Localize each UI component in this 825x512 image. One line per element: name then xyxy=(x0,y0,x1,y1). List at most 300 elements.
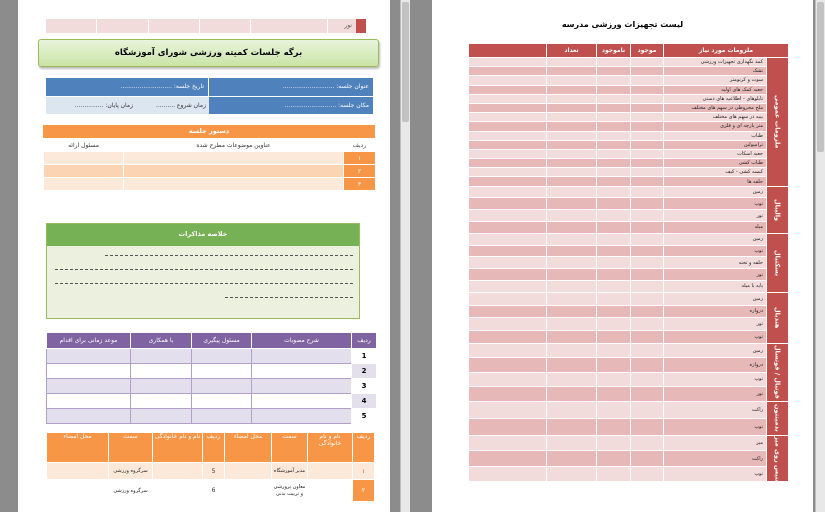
agenda-header-topics: عناوین موضوعات مطرح شده xyxy=(124,139,344,152)
equipment-cell[interactable] xyxy=(631,168,664,177)
sig-cell[interactable] xyxy=(308,463,353,480)
agenda-header-row: ردیف xyxy=(344,139,376,152)
sig-row-num: ۱ xyxy=(353,463,375,480)
equipment-cell[interactable] xyxy=(469,177,547,186)
equipment-cell[interactable] xyxy=(597,281,631,293)
equipment-cell[interactable] xyxy=(597,113,631,122)
equipment-cell[interactable] xyxy=(547,103,597,112)
equipment-cell[interactable] xyxy=(469,451,547,467)
equipment-row xyxy=(469,210,789,222)
sig-header: نام و نام خانوادگی xyxy=(153,433,203,463)
equipment-cell[interactable] xyxy=(631,94,664,103)
form-page xyxy=(18,0,390,512)
equipment-row xyxy=(469,435,789,451)
equipment-cell[interactable] xyxy=(547,387,597,401)
equipment-cell[interactable] xyxy=(469,140,547,149)
equipment-header-empty xyxy=(469,44,547,58)
equipment-cell[interactable] xyxy=(631,451,664,467)
decision-cell[interactable] xyxy=(252,349,352,364)
equipment-cell[interactable] xyxy=(469,358,547,372)
equipment-cell[interactable] xyxy=(631,58,664,67)
equipment-row xyxy=(469,122,789,131)
equipment-cell[interactable] xyxy=(631,103,664,112)
sig-header: ردیف xyxy=(203,433,225,463)
sig-cell[interactable] xyxy=(308,480,353,502)
equipment-cell[interactable] xyxy=(469,401,547,418)
equipment-cell[interactable] xyxy=(631,372,664,386)
equipment-row xyxy=(469,233,789,245)
decision-cell[interactable] xyxy=(192,409,252,424)
equipment-cell[interactable] xyxy=(547,131,597,140)
equipment-cell[interactable] xyxy=(547,58,597,67)
agenda-cell[interactable] xyxy=(44,152,124,165)
equipment-cell[interactable] xyxy=(597,94,631,103)
equipment-item-name: جعبه اسکات xyxy=(664,149,767,158)
sig-cell[interactable] xyxy=(47,480,109,502)
equipment-cell[interactable] xyxy=(597,186,631,198)
equipment-row xyxy=(469,222,789,234)
equipment-row xyxy=(469,140,789,149)
equipment-cell[interactable] xyxy=(469,331,547,344)
equipment-cell[interactable] xyxy=(547,140,597,149)
equipment-cell[interactable] xyxy=(631,331,664,344)
equipment-item-name: متر پارچه ای و فلزی xyxy=(664,122,767,131)
equipment-cell[interactable] xyxy=(469,418,547,435)
equipment-cell[interactable] xyxy=(631,401,664,418)
equipment-cell[interactable] xyxy=(547,168,597,177)
equipment-cell[interactable] xyxy=(469,372,547,386)
equipment-cell[interactable] xyxy=(631,140,664,149)
equipment-item-name: حلقه ها xyxy=(664,177,767,186)
left-scrollbar-thumb[interactable] xyxy=(402,2,409,122)
decision-row-num: 4 xyxy=(352,394,377,409)
agenda-row-num: ۲ xyxy=(344,165,376,178)
equipment-cell[interactable] xyxy=(547,198,597,210)
sig-cell[interactable] xyxy=(225,480,272,502)
signatures-table xyxy=(46,432,375,502)
equipment-row xyxy=(469,186,789,198)
agenda-cell[interactable] xyxy=(44,165,124,178)
equipment-item-name: میله xyxy=(664,222,767,234)
equipment-cell[interactable] xyxy=(597,131,631,140)
equipment-cell[interactable] xyxy=(547,305,597,318)
agenda-cell[interactable] xyxy=(124,152,344,165)
equipment-row xyxy=(469,198,789,210)
equipment-cell[interactable] xyxy=(631,466,664,482)
top-strip xyxy=(46,19,366,33)
decision-cell[interactable] xyxy=(192,379,252,394)
equipment-cell[interactable] xyxy=(469,269,547,281)
equipment-cell[interactable] xyxy=(631,435,664,451)
equipment-cell[interactable] xyxy=(547,281,597,293)
agenda-section xyxy=(43,125,375,191)
equipment-item-name: راکت xyxy=(664,401,767,418)
decision-cell[interactable] xyxy=(252,394,352,409)
equipment-header-unavailable: ناموجود xyxy=(597,44,631,58)
equipment-cell[interactable] xyxy=(547,149,597,158)
right-scrollbar[interactable] xyxy=(815,0,825,512)
equipment-cell[interactable] xyxy=(597,318,631,331)
equipment-cell[interactable] xyxy=(597,358,631,372)
decision-cell[interactable] xyxy=(131,394,192,409)
equipment-cell[interactable] xyxy=(631,177,664,186)
equipment-cell[interactable] xyxy=(631,245,664,257)
sig-role: معاون پرورشی و تربیت بدنی xyxy=(272,480,308,502)
decision-cell[interactable] xyxy=(252,364,352,379)
equipment-cell[interactable] xyxy=(631,292,664,305)
equipment-row xyxy=(469,372,789,386)
equipment-cell[interactable] xyxy=(631,418,664,435)
equipment-cell[interactable] xyxy=(547,245,597,257)
equipment-cell[interactable] xyxy=(469,222,547,234)
category-label: فوتبال / فوتسال xyxy=(767,343,789,401)
decision-cell[interactable] xyxy=(47,394,131,409)
agenda-cell[interactable] xyxy=(44,178,124,191)
equipment-cell[interactable] xyxy=(469,292,547,305)
equipment-cell[interactable] xyxy=(469,76,547,85)
equipment-header-count: تعداد xyxy=(547,44,597,58)
decision-cell[interactable] xyxy=(252,409,352,424)
equipment-cell[interactable] xyxy=(597,149,631,158)
equipment-cell[interactable] xyxy=(631,76,664,85)
equipment-cell[interactable] xyxy=(469,122,547,131)
form-title: برگه جلسات کمیته ورزشی شورای آموزشگاه xyxy=(114,48,303,58)
equipment-header-available: موجود xyxy=(631,44,664,58)
equipment-cell[interactable] xyxy=(597,292,631,305)
sig-header: محل امضاء xyxy=(47,433,109,463)
equipment-cell[interactable] xyxy=(631,233,664,245)
equipment-cell[interactable] xyxy=(469,210,547,222)
decision-cell[interactable] xyxy=(131,409,192,424)
end-time-field[interactable]: زمان پایان: ............... xyxy=(46,97,136,114)
equipment-cell[interactable] xyxy=(597,58,631,67)
equipment-cell[interactable] xyxy=(547,372,597,386)
equipment-header-items: ملزومات مورد نیاز xyxy=(664,44,789,58)
decisions-header-collab: با همکاری xyxy=(131,333,192,349)
equipment-cell[interactable] xyxy=(597,435,631,451)
equipment-cell[interactable] xyxy=(597,233,631,245)
equipment-cell[interactable] xyxy=(597,305,631,318)
equipment-cell[interactable] xyxy=(631,305,664,318)
agenda-header-presenter: مسئول ارائه xyxy=(44,139,124,152)
decisions-table xyxy=(46,332,377,424)
equipment-row xyxy=(469,358,789,372)
equipment-cell[interactable] xyxy=(547,435,597,451)
equipment-item-name: دروازه xyxy=(664,358,767,372)
equipment-cell[interactable] xyxy=(547,418,597,435)
equipment-row xyxy=(469,177,789,186)
equipment-cell[interactable] xyxy=(469,343,547,357)
equipment-cell[interactable] xyxy=(597,177,631,186)
agenda-cell[interactable] xyxy=(124,178,344,191)
equipment-item-name: تشک xyxy=(664,67,767,76)
equipment-cell[interactable] xyxy=(631,257,664,269)
session-title-field[interactable]: عنوان جلسه: ........................... xyxy=(209,78,373,96)
equipment-cell[interactable] xyxy=(547,269,597,281)
summary-line[interactable] xyxy=(105,255,353,256)
sig-row-num: ۲ xyxy=(353,480,375,502)
equipment-item-name: تابلوهای - اطلاعیه های دستی xyxy=(664,94,767,103)
equipment-page xyxy=(432,0,813,512)
equipment-cell[interactable] xyxy=(631,358,664,372)
equipment-cell[interactable] xyxy=(469,257,547,269)
summary-title: خلاصه مذاکرات xyxy=(47,224,359,246)
decision-cell[interactable] xyxy=(47,379,131,394)
equipment-cell[interactable] xyxy=(547,466,597,482)
equipment-row xyxy=(469,418,789,435)
top-strip-label: نور xyxy=(344,22,352,29)
equipment-cell[interactable] xyxy=(631,67,664,76)
category-label: والیبال xyxy=(767,186,789,233)
equipment-cell[interactable] xyxy=(597,210,631,222)
equipment-cell[interactable] xyxy=(469,281,547,293)
equipment-cell[interactable] xyxy=(547,76,597,85)
summary-section xyxy=(46,223,360,319)
equipment-item-name: توپ xyxy=(664,198,767,210)
equipment-cell[interactable] xyxy=(631,198,664,210)
equipment-item-name: پایه با میله xyxy=(664,281,767,293)
equipment-cell[interactable] xyxy=(631,281,664,293)
equipment-cell[interactable] xyxy=(469,149,547,158)
right-scrollbar-thumb[interactable] xyxy=(817,2,824,152)
equipment-cell[interactable] xyxy=(547,292,597,305)
equipment-item-name: کمد نگهداری تجهیزات ورزشی xyxy=(664,58,767,67)
equipment-item-name: دروازه xyxy=(664,305,767,318)
equipment-cell[interactable] xyxy=(469,387,547,401)
equipment-cell[interactable] xyxy=(631,113,664,122)
equipment-cell[interactable] xyxy=(547,122,597,131)
equipment-item-name: طناب کشی xyxy=(664,159,767,168)
sig-role: سرگروه ورزشی xyxy=(109,463,153,480)
equipment-cell[interactable] xyxy=(547,159,597,168)
equipment-cell[interactable] xyxy=(469,85,547,94)
agenda-row-num: ۱ xyxy=(344,152,376,165)
equipment-row xyxy=(469,113,789,122)
equipment-cell[interactable] xyxy=(631,186,664,198)
equipment-cell[interactable] xyxy=(469,245,547,257)
equipment-cell[interactable] xyxy=(469,233,547,245)
equipment-cell[interactable] xyxy=(469,58,547,67)
equipment-cell[interactable] xyxy=(631,131,664,140)
equipment-cell[interactable] xyxy=(469,435,547,451)
equipment-row xyxy=(469,292,789,305)
equipment-cell[interactable] xyxy=(597,76,631,85)
equipment-cell[interactable] xyxy=(631,222,664,234)
decision-cell[interactable] xyxy=(252,379,352,394)
agenda-table xyxy=(43,138,376,191)
equipment-table xyxy=(468,43,789,482)
equipment-item-name: ترامپولین xyxy=(664,140,767,149)
equipment-cell[interactable] xyxy=(597,451,631,467)
equipment-row xyxy=(469,331,789,344)
equipment-item-name: جعبه کمک های اولیه xyxy=(664,85,767,94)
equipment-row xyxy=(469,305,789,318)
equipment-cell[interactable] xyxy=(547,451,597,467)
equipment-cell[interactable] xyxy=(547,94,597,103)
sig-header: ردیف xyxy=(353,433,375,463)
equipment-cell[interactable] xyxy=(547,343,597,357)
equipment-cell[interactable] xyxy=(469,131,547,140)
equipment-item-name: توپ xyxy=(664,331,767,344)
summary-line[interactable] xyxy=(225,297,353,298)
equipment-cell[interactable] xyxy=(597,159,631,168)
decisions-header-desc: شرح مصوبات xyxy=(252,333,352,349)
equipment-cell[interactable] xyxy=(597,418,631,435)
decision-cell[interactable] xyxy=(192,349,252,364)
equipment-row xyxy=(469,94,789,103)
equipment-row xyxy=(469,451,789,467)
equipment-item-name: توپ xyxy=(664,372,767,386)
equipment-row xyxy=(469,387,789,401)
equipment-row xyxy=(469,85,789,94)
category-label: ملزومات عمومی xyxy=(767,58,789,187)
summary-line[interactable] xyxy=(55,283,353,284)
agenda-title: دستور جلسه xyxy=(43,125,375,138)
equipment-cell[interactable] xyxy=(547,222,597,234)
equipment-cell[interactable] xyxy=(469,198,547,210)
equipment-cell[interactable] xyxy=(547,67,597,76)
equipment-item-name: راکت xyxy=(664,451,767,467)
equipment-cell[interactable] xyxy=(631,269,664,281)
category-label: بسکتبال xyxy=(767,233,789,292)
decision-row-num: 2 xyxy=(352,364,377,379)
equipment-row xyxy=(469,131,789,140)
equipment-item-name: میز xyxy=(664,435,767,451)
equipment-cell[interactable] xyxy=(469,168,547,177)
decision-cell[interactable] xyxy=(47,349,131,364)
decision-cell[interactable] xyxy=(47,409,131,424)
equipment-cell[interactable] xyxy=(547,85,597,94)
equipment-cell[interactable] xyxy=(597,269,631,281)
equipment-cell[interactable] xyxy=(597,372,631,386)
decision-cell[interactable] xyxy=(192,394,252,409)
equipment-cell[interactable] xyxy=(469,305,547,318)
decision-cell[interactable] xyxy=(131,349,192,364)
equipment-item-name: سوت و کرنومتر xyxy=(664,76,767,85)
equipment-cell[interactable] xyxy=(547,257,597,269)
equipment-cell[interactable] xyxy=(631,210,664,222)
category-label: بدمینتون xyxy=(767,401,789,435)
equipment-item-name: زمین xyxy=(664,343,767,357)
equipment-cell[interactable] xyxy=(597,168,631,177)
equipment-cell[interactable] xyxy=(469,67,547,76)
agenda-cell[interactable] xyxy=(124,165,344,178)
equipment-cell[interactable] xyxy=(597,343,631,357)
equipment-cell[interactable] xyxy=(597,198,631,210)
decision-cell[interactable] xyxy=(131,364,192,379)
equipment-row xyxy=(469,245,789,257)
equipment-row xyxy=(469,159,789,168)
sig-cell[interactable] xyxy=(225,463,272,480)
sig-role: مدیر آموزشگاه xyxy=(272,463,308,480)
equipment-cell[interactable] xyxy=(547,113,597,122)
equipment-row xyxy=(469,318,789,331)
equipment-row xyxy=(469,58,789,67)
equipment-cell[interactable] xyxy=(597,401,631,418)
session-place-field[interactable]: مکان جلسه: ........................... xyxy=(209,97,373,114)
equipment-item-name: حلقه و تخته xyxy=(664,257,767,269)
equipment-cell[interactable] xyxy=(597,67,631,76)
equipment-cell[interactable] xyxy=(597,331,631,344)
equipment-cell[interactable] xyxy=(631,343,664,357)
equipment-item-name: زمین xyxy=(664,186,767,198)
equipment-cell[interactable] xyxy=(597,222,631,234)
equipment-row xyxy=(469,281,789,293)
equipment-item-name: طناب xyxy=(664,131,767,140)
equipment-body xyxy=(469,58,789,482)
sig-header: نام و نام خانوادگی xyxy=(308,433,353,463)
equipment-cell[interactable] xyxy=(469,103,547,112)
equipment-cell[interactable] xyxy=(597,122,631,131)
equipment-item-name: تور xyxy=(664,318,767,331)
decision-row-num: 5 xyxy=(352,409,377,424)
equipment-cell[interactable] xyxy=(631,122,664,131)
equipment-cell[interactable] xyxy=(547,401,597,418)
equipment-cell[interactable] xyxy=(469,113,547,122)
equipment-cell[interactable] xyxy=(469,94,547,103)
decisions-header-owner: مسئول پیگیری xyxy=(192,333,252,349)
equipment-cell[interactable] xyxy=(597,245,631,257)
sig-cell[interactable] xyxy=(47,463,109,480)
start-time-field[interactable]: زمان شروع .......... xyxy=(136,97,209,114)
equipment-cell[interactable] xyxy=(547,318,597,331)
sig-row-num: 6 xyxy=(203,480,225,502)
session-info xyxy=(46,78,373,114)
equipment-cell[interactable] xyxy=(547,177,597,186)
equipment-cell[interactable] xyxy=(631,159,664,168)
equipment-cell[interactable] xyxy=(469,159,547,168)
equipment-row xyxy=(469,76,789,85)
equipment-item-name: توپ xyxy=(664,418,767,435)
equipment-item-name: کیسه کشی - کیف xyxy=(664,168,767,177)
equipment-cell[interactable] xyxy=(631,149,664,158)
equipment-row xyxy=(469,401,789,418)
decisions-header-row: ردیف xyxy=(352,333,377,349)
equipment-cell[interactable] xyxy=(631,318,664,331)
equipment-cell[interactable] xyxy=(469,318,547,331)
equipment-row xyxy=(469,257,789,269)
session-date-field[interactable]: تاریخ جلسه: ........................... xyxy=(46,78,209,96)
sig-cell[interactable] xyxy=(153,463,203,480)
sig-cell[interactable] xyxy=(153,480,203,502)
equipment-cell[interactable] xyxy=(597,140,631,149)
equipment-cell[interactable] xyxy=(597,466,631,482)
decision-row-num: 3 xyxy=(352,379,377,394)
equipment-cell[interactable] xyxy=(469,186,547,198)
equipment-cell[interactable] xyxy=(469,466,547,482)
equipment-cell[interactable] xyxy=(597,85,631,94)
equipment-cell[interactable] xyxy=(597,387,631,401)
form-title-banner xyxy=(38,39,379,67)
equipment-cell[interactable] xyxy=(631,387,664,401)
equipment-cell[interactable] xyxy=(547,331,597,344)
equipment-cell[interactable] xyxy=(631,85,664,94)
equipment-cell[interactable] xyxy=(597,103,631,112)
equipment-cell[interactable] xyxy=(547,358,597,372)
equipment-row xyxy=(469,168,789,177)
decision-cell[interactable] xyxy=(192,364,252,379)
decision-cell[interactable] xyxy=(47,364,131,379)
decision-cell[interactable] xyxy=(131,379,192,394)
category-label: تنیس روی میز xyxy=(767,435,789,482)
equipment-row xyxy=(469,149,789,158)
equipment-cell[interactable] xyxy=(547,233,597,245)
left-scrollbar[interactable] xyxy=(400,0,410,512)
equipment-cell[interactable] xyxy=(547,210,597,222)
equipment-cell[interactable] xyxy=(547,186,597,198)
equipment-cell[interactable] xyxy=(597,257,631,269)
summary-line[interactable] xyxy=(55,269,353,270)
